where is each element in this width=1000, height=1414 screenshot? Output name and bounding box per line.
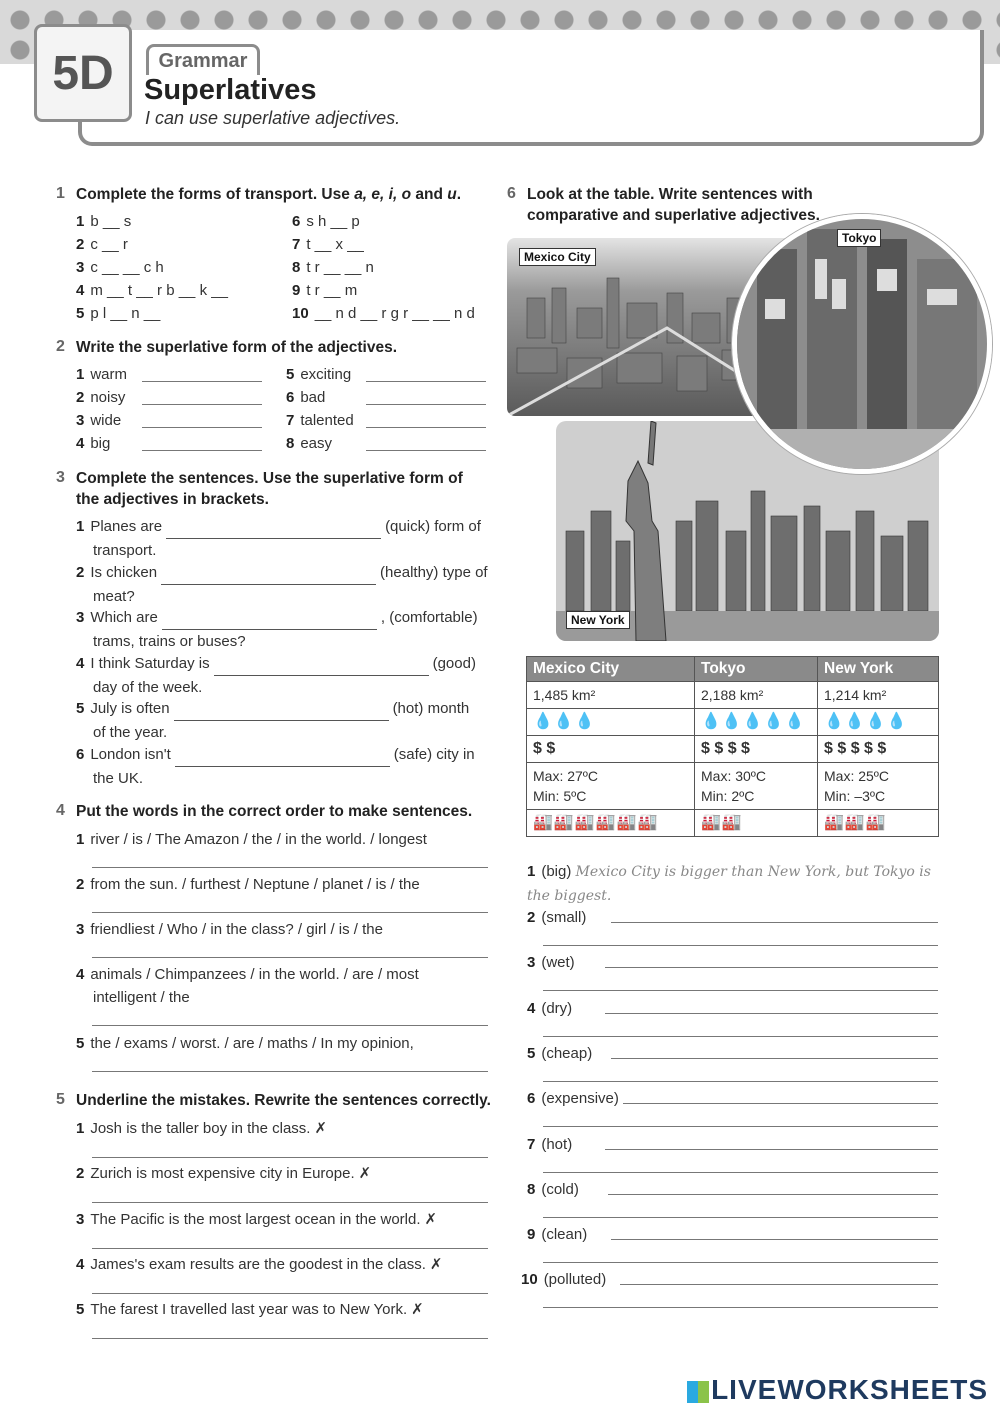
answer-blank[interactable] [214,652,429,676]
answer-line[interactable] [92,1248,488,1249]
table-cell: Max: 27ºC Min: 5ºC [527,763,695,810]
item-number: 8 [286,435,295,452]
table-row-pollution [527,810,939,837]
cross-mark-icon: ✗ [314,1120,328,1137]
item-number: 9 [292,282,301,299]
jumbled-words: the / exams / worst. / are / maths / In my opinion, [90,1035,414,1052]
item-number: 2 [527,909,536,926]
jumbled-words: friendliest / Who / in the class? / girl / is / the [90,921,383,938]
answer-line[interactable] [605,1149,938,1150]
table-header-mexico: Mexico City [527,657,695,682]
liveworksheets-logo: LIVEWORKSHEETS [687,1374,988,1406]
answer-line[interactable] [92,1202,488,1203]
adjective-item [286,409,486,432]
answer-line[interactable] [366,381,486,382]
item-number: 4 [76,1255,85,1273]
logo-icon [687,1381,709,1403]
city-comparison-table [526,656,939,837]
table-row-cost [527,736,939,763]
sentence-end: , (comfortable) [380,609,478,626]
adjective-word: easy [300,435,333,452]
sentence-end: (quick) form of [385,518,481,535]
adjective-word: bad [300,389,326,406]
table-header-new-york: New York [818,657,939,682]
adjective-word: exciting [300,366,352,383]
sentence-continuation: transport. [93,542,157,559]
sentence-item [76,606,491,653]
answer-blank[interactable] [161,561,376,585]
word-order-item [76,963,491,1009]
answer-line[interactable] [92,867,488,868]
sentence-end: (healthy) type of [380,563,488,581]
word-order-item [76,828,491,851]
item-number: 5 [76,1035,85,1052]
adjective-item [286,386,486,409]
item-number: 3 [76,1210,85,1228]
item-number: 3 [76,259,85,276]
answer-line[interactable] [92,1338,488,1339]
transport-gaps: t r __ m [306,282,358,299]
adjective-item [76,363,276,386]
answer-line[interactable] [142,404,262,405]
transport-gaps: __ n d __ r g r __ __ n d [314,305,475,322]
sentence-continuation: the UK. [93,769,144,787]
sentence-continuation: day of the week. [93,678,203,696]
answer-line[interactable] [142,450,262,451]
ex6-number: 6 [507,185,516,202]
prompt-adjective: (hot) [541,1135,573,1153]
table-cell: Max: 25ºC Min: –3ºC [818,763,939,810]
table-cell: $ $ $ $ $ [818,736,939,763]
mistake-sentence: Zurich is most expensive city in Europe. [90,1165,355,1183]
adjective-item [76,409,276,432]
answer-line[interactable] [543,1081,938,1082]
answer-line[interactable] [92,957,488,958]
ex4-number: 4 [56,802,65,819]
item-number: 7 [527,1135,536,1153]
sentence-start: July is often [90,700,170,717]
answer-line[interactable] [611,1239,938,1240]
answer-line[interactable] [543,1036,938,1037]
raindrop-icons: 💧💧💧 [527,709,695,736]
prompt-adjective: (expensive) [541,1090,619,1108]
sentence-start: Is chicken [90,563,158,581]
factory-icons: 🏭🏭 [695,810,818,837]
ex1-number: 1 [56,185,65,202]
table-header-tokyo: Tokyo [695,657,818,682]
sentence-start: I think Saturday is [90,654,210,672]
new-york-label: New York [566,611,630,629]
prompt-adjective: (dry) [541,999,573,1017]
cross-mark-icon: ✗ [429,1255,443,1273]
prompt-adjective: (polluted) [543,1271,607,1289]
sentence-item [76,652,491,699]
prompt-adjective: (small) [541,909,587,926]
sentence-prompt [527,1133,572,1156]
raindrop-icons: 💧💧💧💧 [818,709,939,736]
table-row-area [527,682,939,709]
transport-item [76,233,128,256]
item-number: 5 [286,366,295,383]
item-number: 3 [76,921,85,938]
answer-line[interactable] [92,1157,488,1158]
transport-item [76,279,228,302]
tokyo-label: Tokyo [837,229,881,247]
sentence-item [76,743,491,790]
item-number: 8 [527,1180,536,1198]
adjective-word: wide [90,412,122,429]
answer-blank[interactable] [175,743,390,767]
adjective-item [76,432,276,455]
item-number: 5 [76,1301,85,1319]
transport-item [292,302,475,325]
adjective-word: big [90,435,111,452]
word-order-item [76,1032,491,1055]
ex6-instruction: Look at the table. Write sentences with comparative and superlative adjectives. [527,186,820,224]
transport-item [292,279,357,302]
jumbled-words-cont: intelligent / the [93,989,190,1006]
mistake-sentence: James's exam results are the goodest in the class. [90,1255,426,1273]
sentence-end: (hot) month [392,700,470,717]
jumbled-words: from the sun. / furthest / Neptune / planet / is / the [90,876,420,893]
answer-line[interactable] [543,945,938,946]
table-row-rainfall [527,709,939,736]
item-number: 6 [286,389,295,406]
item-number: 2 [76,563,85,581]
ex5-number: 5 [56,1091,65,1108]
answer-line[interactable] [543,1217,938,1218]
ex2-number: 2 [56,338,65,355]
answer-line[interactable] [543,1126,938,1127]
answer-line[interactable] [605,967,938,968]
cross-mark-icon: ✗ [358,1165,372,1183]
item-number: 6 [76,745,85,763]
answer-line[interactable] [366,427,486,428]
adjective-word: warm [90,366,128,383]
raindrop-icons: 💧💧💧💧💧 [695,709,818,736]
item-number: 7 [292,236,301,253]
answer-line[interactable] [543,1307,938,1308]
transport-gaps: p l __ n __ [90,305,161,322]
factory-icons: 🏭🏭🏭 [818,810,939,837]
item-number: 3 [527,954,536,972]
item-number: 3 [76,412,85,429]
answer-line[interactable] [142,381,262,382]
answer-line[interactable] [92,1071,488,1072]
sentence-prompt [521,1268,606,1291]
answer-line[interactable] [611,922,938,923]
mistake-item [76,1162,491,1185]
sentence-item [76,697,491,744]
sentence-prompt [527,997,572,1020]
item-number: 5 [76,700,85,717]
table-cell: $ $ [527,736,695,763]
transport-item [76,210,131,233]
adjective-word: noisy [90,389,126,406]
answer-line[interactable] [142,427,262,428]
ex5-instruction: Underline the mistakes. Rewrite the sentences correctly. [76,1092,491,1109]
transport-gaps: b __ s [90,213,132,230]
transport-gaps: t __ x __ [306,236,364,253]
transport-item [76,302,160,325]
transport-item [292,210,360,233]
table-cell: 1,214 km² [818,682,939,709]
item-number: 2 [76,876,85,893]
adjective-item [76,386,276,409]
transport-gaps: t r __ __ n [306,259,374,276]
item-number: 5 [527,1044,536,1062]
sentence-prompt [527,1087,619,1110]
item-number: 10 [521,1271,538,1289]
ex3-instruction: Complete the sentences. Use the superlative form of the adjectives in brackets. [76,470,463,508]
item-number: 4 [76,435,85,452]
ex3-number: 3 [56,469,65,486]
jumbled-words: animals / Chimpanzees / in the world. / are / most [90,966,419,983]
ex1-instruction: Complete the forms of transport. Use a, e, i, o and u. [76,186,461,203]
transport-gaps: m __ t __ r b __ k __ [90,282,228,299]
item-number: 4 [76,966,85,983]
transport-item [292,233,364,256]
transport-item [292,256,374,279]
answer-line[interactable] [366,404,486,405]
sentence-start: Planes are [90,518,163,535]
word-order-item [76,918,491,941]
mistake-item [76,1298,491,1321]
answer-blank[interactable] [166,515,381,539]
sentence-start: London isn't [90,745,171,763]
transport-item [76,256,164,279]
sentence-continuation: of the year. [93,724,168,741]
item-number: 4 [76,654,85,672]
prompt-adjective: (wet) [541,954,575,972]
item-number: 6 [527,1090,536,1108]
factory-icons: 🏭🏭🏭🏭🏭🏭 [527,810,695,837]
sentence-end: (good) [432,654,476,672]
ex2-instruction: Write the superlative form of the adjectives. [76,339,397,356]
page-title: Superlatives [144,74,317,106]
ex6-example: 1 (big) Mexico City is bigger than New York, but Tokyo is the biggest. [527,863,931,904]
item-number: 2 [76,1165,85,1183]
answer-line[interactable] [623,1103,938,1104]
mexico-city-label: Mexico City [519,248,596,266]
transport-gaps: s h __ p [306,213,360,230]
sentence-prompt [527,1042,592,1065]
mistake-sentence: The farest I travelled last year was to New York. [90,1301,408,1319]
item-number: 1 [76,518,85,535]
item-number: 1 [76,831,85,848]
answer-line[interactable] [608,1194,938,1195]
jumbled-words: river / is / The Amazon / the / in the world. / longest [90,831,427,848]
item-number: 1 [76,213,85,230]
item-number: 9 [527,1226,536,1244]
mistake-item [76,1117,491,1140]
answer-line[interactable] [620,1284,938,1285]
answer-line[interactable] [92,912,488,913]
item-number: 1 [76,1120,85,1137]
item-number: 4 [527,999,536,1017]
answer-blank[interactable] [162,606,377,630]
answer-line[interactable] [543,1262,938,1263]
mistake-item [76,1208,491,1231]
item-number: 2 [76,389,85,406]
item-number: 5 [76,305,85,322]
adjective-word: talented [300,412,354,429]
mistake-sentence: The Pacific is the most largest ocean in the world. [90,1210,421,1228]
item-number: 6 [292,213,301,230]
transport-gaps: c __ r [90,236,128,253]
table-cell: 2,188 km² [695,682,818,709]
answer-line[interactable] [366,450,486,451]
sentence-item [76,561,491,608]
table-cell: 1,485 km² [527,682,695,709]
prompt-adjective: (clean) [541,1226,588,1244]
item-number: 10 [292,305,309,322]
answer-line[interactable] [543,990,938,991]
item-number: 3 [76,609,85,626]
section-tab: Grammar [146,44,260,75]
unit-badge: 5D [34,24,132,122]
item-number: 1 [76,366,85,383]
item-number: 4 [76,282,85,299]
mistake-item [76,1253,491,1276]
prompt-adjective: (cold) [541,1180,579,1198]
answer-line[interactable] [543,1172,938,1173]
page-subtitle: I can use superlative adjectives. [145,108,401,128]
ex4-instruction: Put the words in the correct order to make sentences. [76,803,473,820]
sentence-prompt [527,951,575,974]
answer-line[interactable] [611,1058,938,1059]
sentence-continuation: trams, trains or buses? [93,633,246,650]
sentence-continuation: meat? [93,587,135,605]
tokyo-photo [732,214,992,474]
cross-mark-icon: ✗ [424,1210,438,1228]
table-cell: Max: 30ºC Min: 2ºC [695,763,818,810]
item-number: 2 [76,236,85,253]
prompt-adjective: (cheap) [541,1044,593,1062]
sentence-prompt [527,1178,579,1201]
adjective-item [286,432,486,455]
table-row-temperature [527,763,939,810]
mistake-sentence: Josh is the taller boy in the class. [90,1120,311,1137]
cross-mark-icon: ✗ [411,1301,424,1319]
sentence-end: (safe) city in [393,745,475,763]
answer-line[interactable] [605,1013,938,1014]
sentence-prompt [527,1223,587,1246]
word-order-item [76,873,491,896]
item-number: 8 [292,259,301,276]
answer-line[interactable] [92,1293,488,1294]
answer-line[interactable] [92,1025,488,1026]
table-cell: $ $ $ $ [695,736,818,763]
sentence-start: Which are [90,609,158,626]
answer-blank[interactable] [174,697,389,721]
adjective-item [286,363,486,386]
transport-gaps: c __ __ c h [90,259,164,276]
sentence-item [76,515,491,562]
item-number: 7 [286,412,295,429]
sentence-prompt [527,906,586,929]
